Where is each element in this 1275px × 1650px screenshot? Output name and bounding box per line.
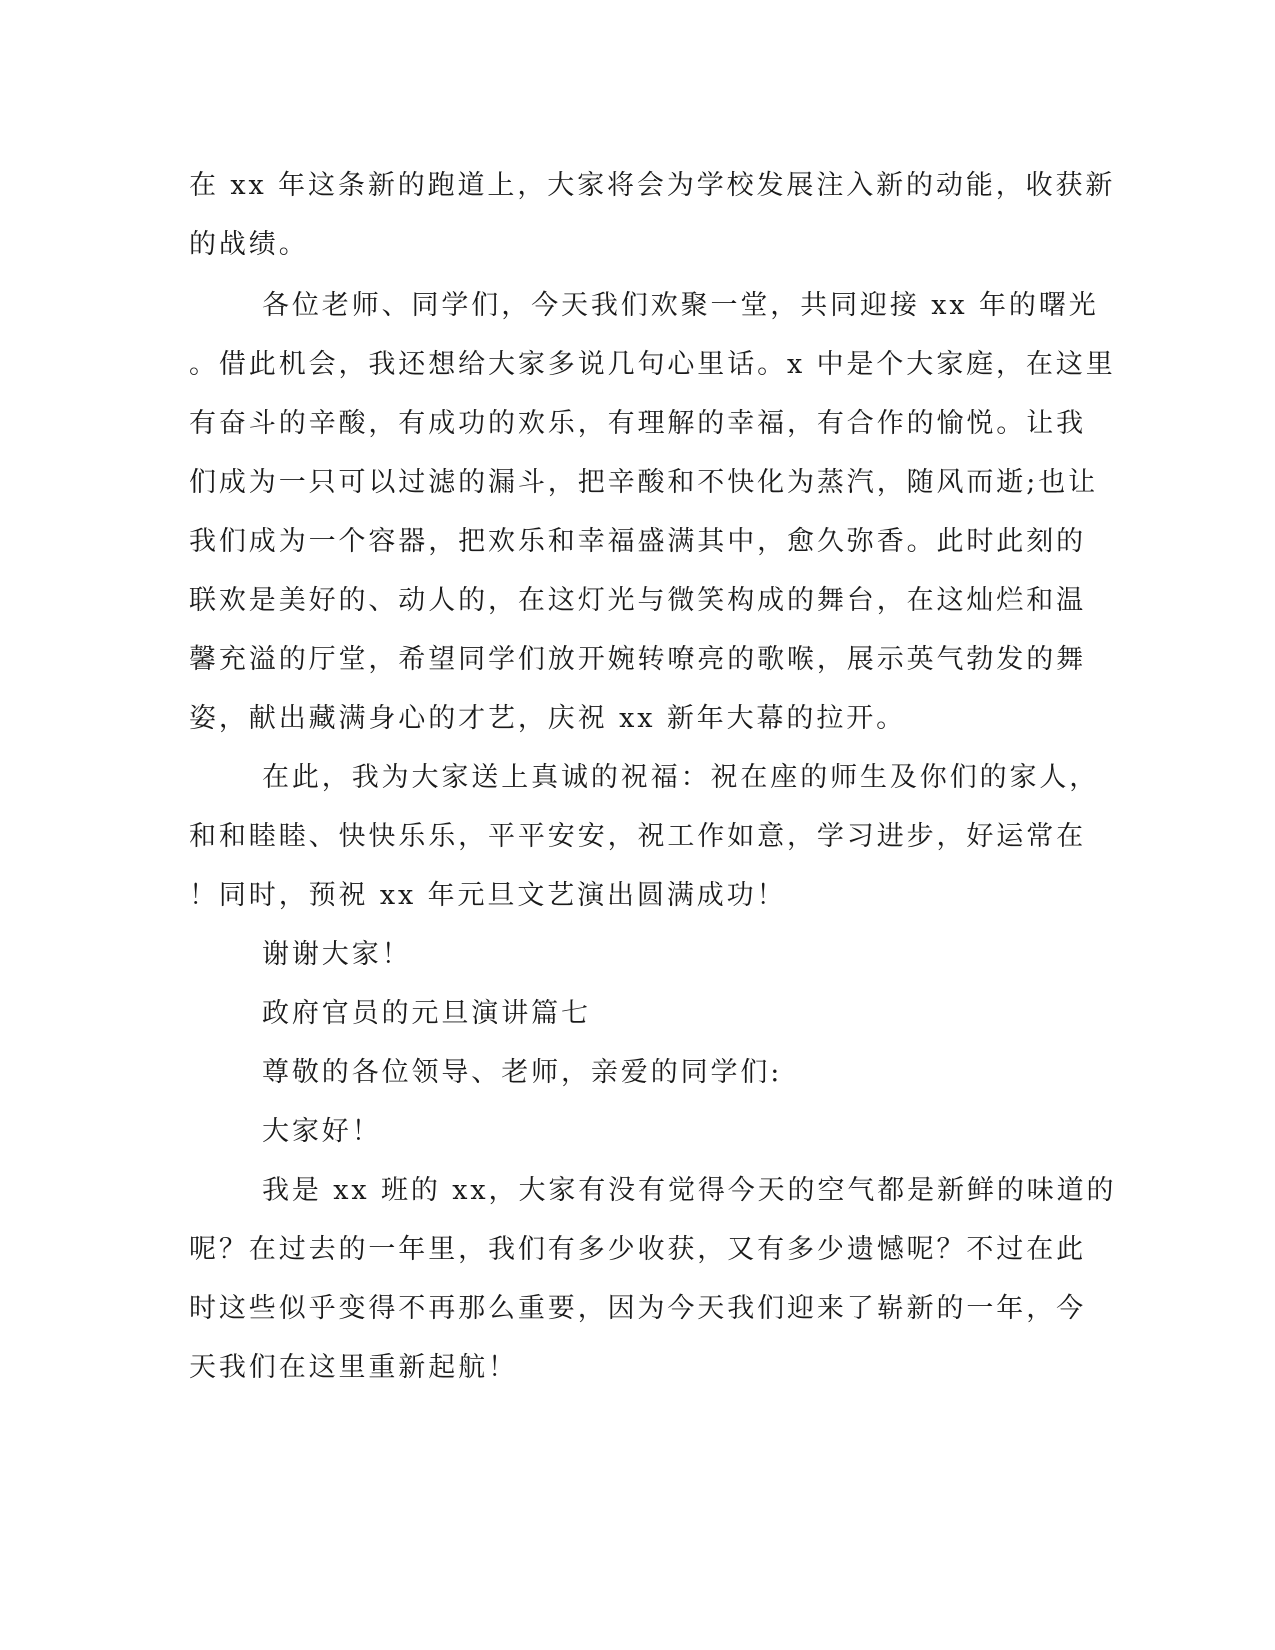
text-line: 和和睦睦、快快乐乐，平平安安，祝工作如意，学习进步，好运常在 <box>189 821 1086 852</box>
greeting: 大家好！ <box>262 1116 382 1147</box>
text-line: 的战绩。 <box>189 229 309 260</box>
text-line: 姿，献出藏满身心的才艺，庆祝 xx 新年大幕的拉开。 <box>189 703 907 734</box>
text-line: 联欢是美好的、动人的，在这灯光与微笑构成的舞台，在这灿烂和温 <box>189 585 1086 616</box>
paragraph-first-line: 谢谢大家！ <box>262 939 412 970</box>
text-line: 。借此机会，我还想给大家多说几句心里话。x 中是个大家庭，在这里 <box>189 349 1116 380</box>
paragraph-first-line: 我是 xx 班的 xx，大家有没有觉得今天的空气都是新鲜的味道的 <box>262 1175 1117 1206</box>
text-line: 呢？在过去的一年里，我们有多少收获，又有多少遗憾呢？不过在此 <box>189 1234 1086 1265</box>
text-line: 在 xx 年这条新的跑道上，大家将会为学校发展注入新的动能，收获新 <box>189 170 1116 201</box>
text-line: 们成为一只可以过滤的漏斗，把辛酸和不快化为蒸汽，随风而逝;也让 <box>189 467 1098 498</box>
text-line: ！同时，预祝 xx 年元旦文艺演出圆满成功！ <box>189 880 787 911</box>
text-line: 馨充溢的厅堂，希望同学们放开婉转嘹亮的歌喉，展示英气勃发的舞 <box>189 644 1086 675</box>
text-line: 天我们在这里重新起航！ <box>189 1352 518 1383</box>
text-line: 有奋斗的辛酸，有成功的欢乐，有理解的幸福，有合作的愉悦。让我 <box>189 408 1086 439</box>
paragraph-first-line: 在此，我为大家送上真诚的祝福：祝在座的师生及你们的家人， <box>262 762 1100 793</box>
text-line: 我们成为一个容器，把欢乐和幸福盛满其中，愈久弥香。此时此刻的 <box>189 526 1086 557</box>
text-line: 时这些似乎变得不再那么重要，因为今天我们迎来了崭新的一年，今 <box>189 1293 1086 1324</box>
section-heading: 政府官员的元旦演讲篇七 <box>262 998 591 1029</box>
paragraph-first-line: 各位老师、同学们，今天我们欢聚一堂，共同迎接 xx 年的曙光 <box>262 290 1099 321</box>
salutation: 尊敬的各位领导、老师，亲爱的同学们: <box>262 1057 783 1088</box>
